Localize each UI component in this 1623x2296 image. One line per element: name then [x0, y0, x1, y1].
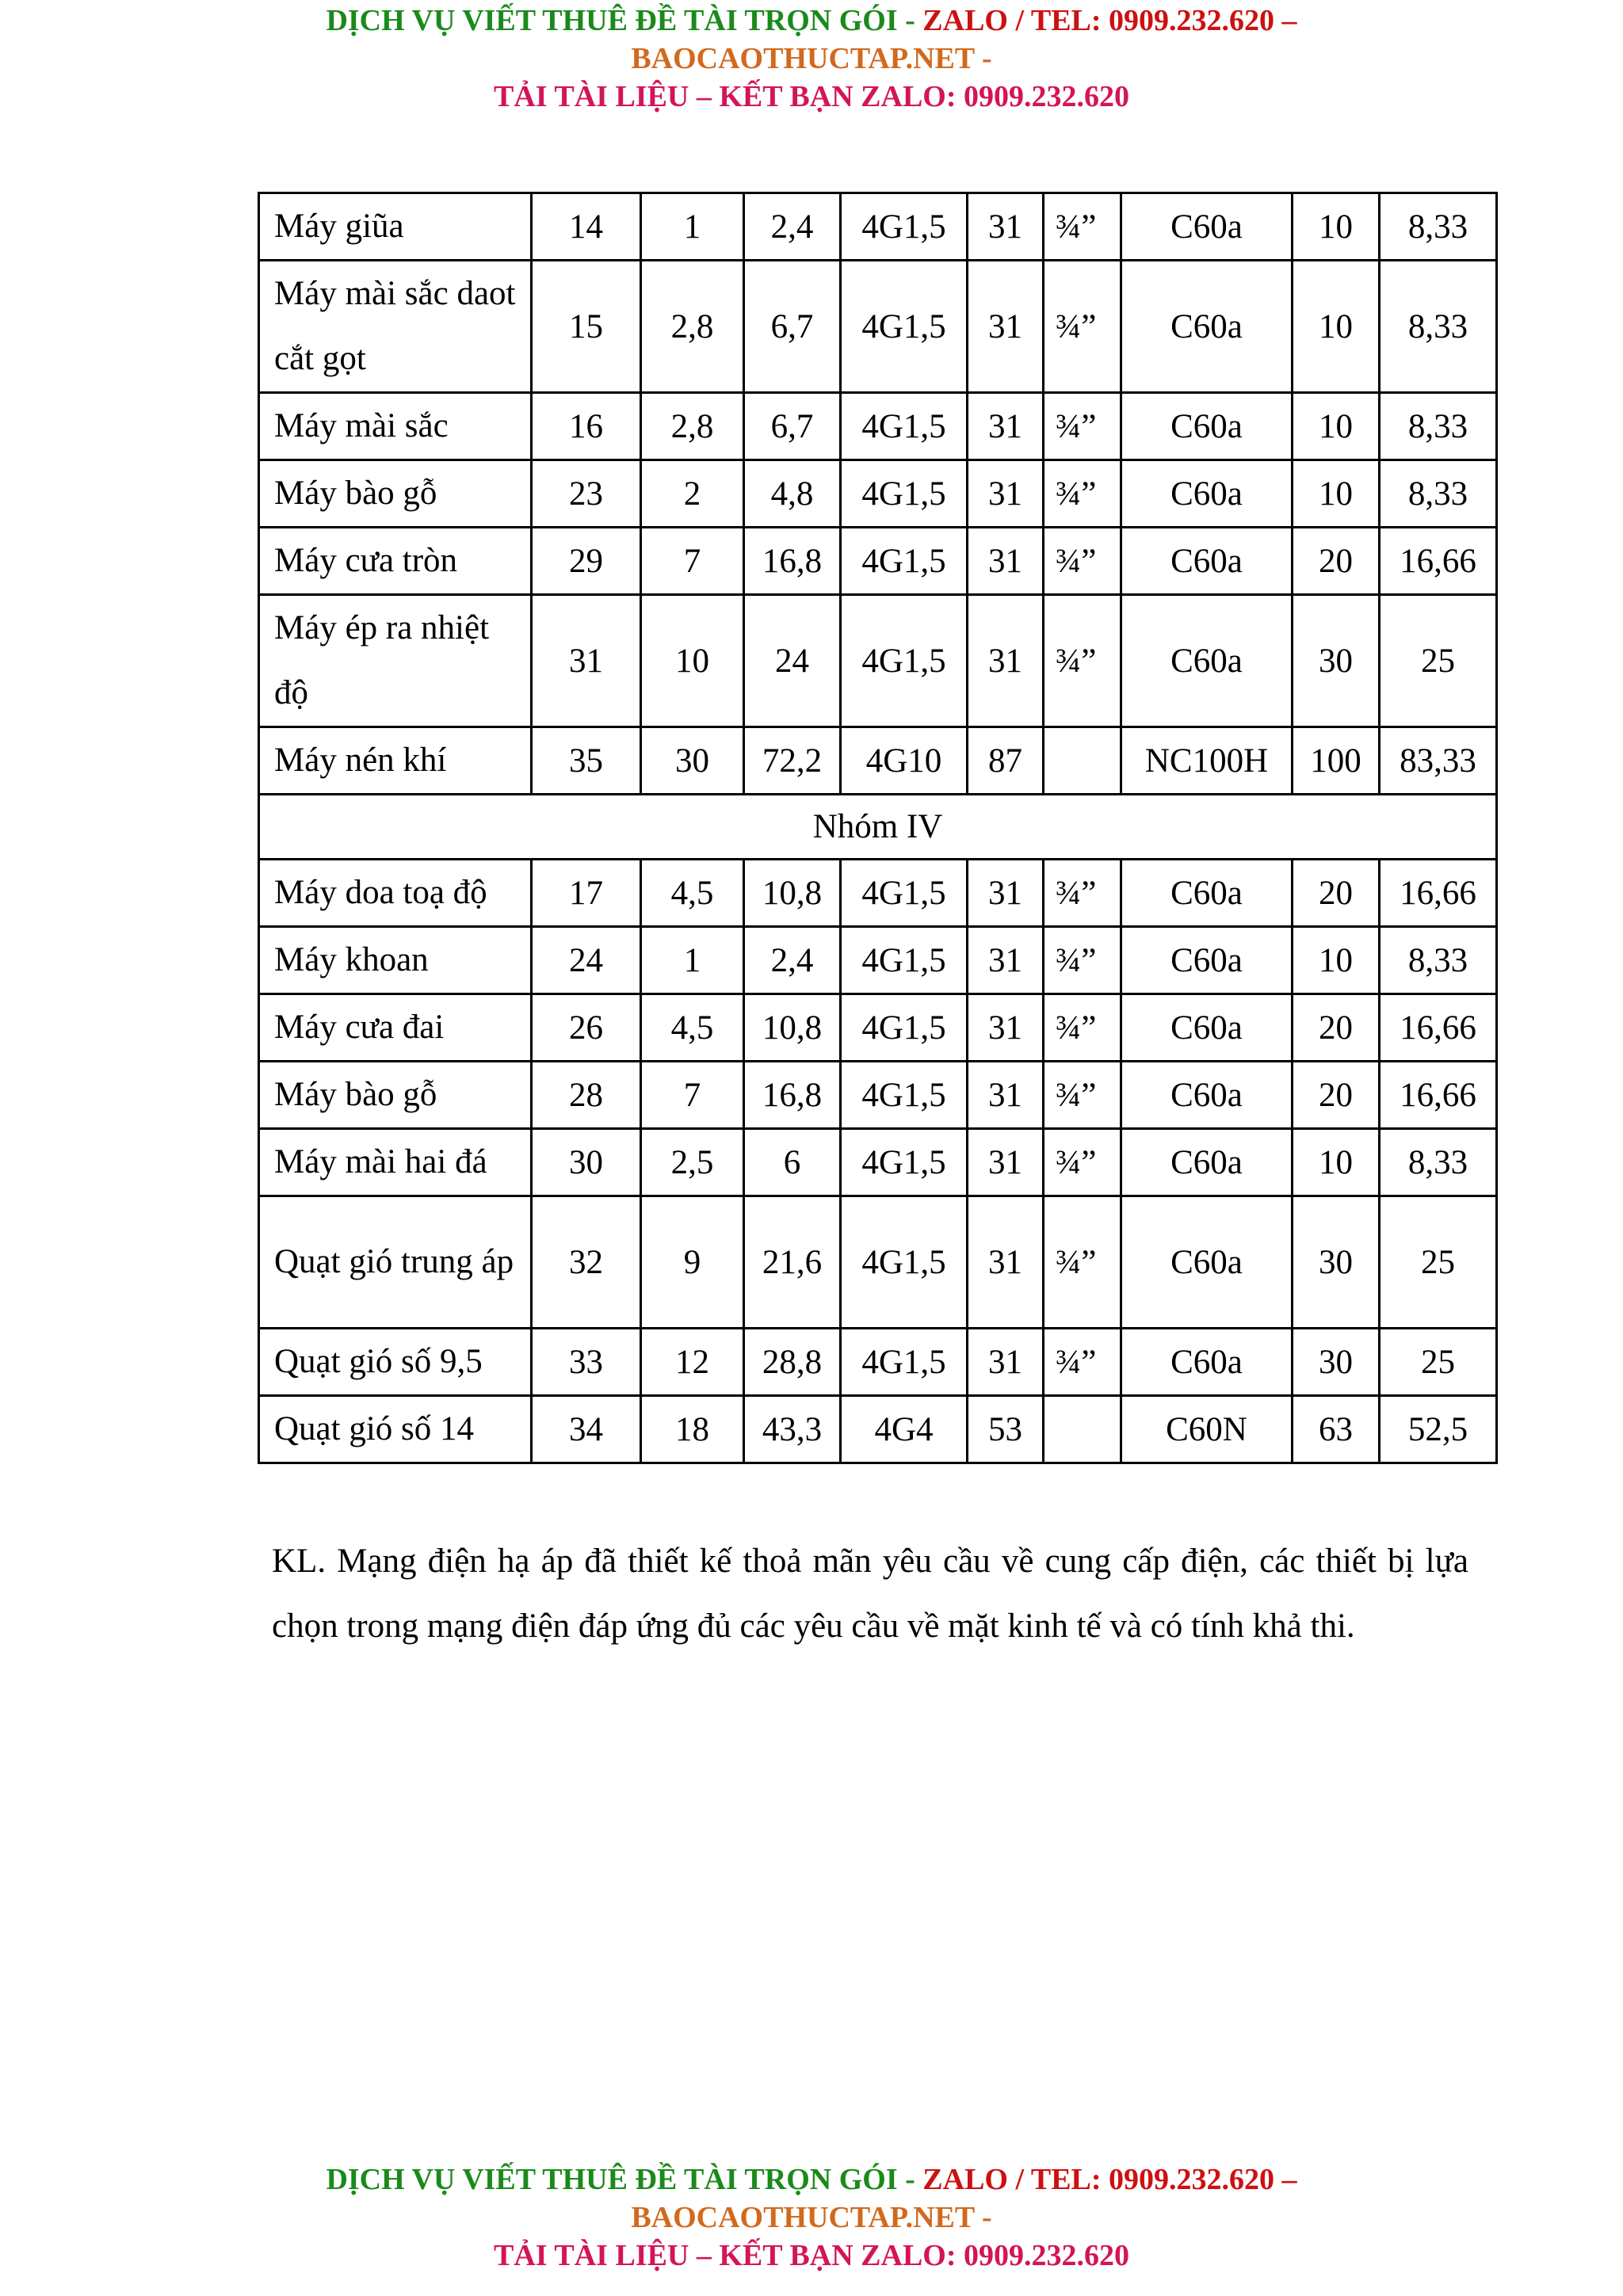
table-row [259, 727, 1497, 795]
allowable-current-cell: 31 [968, 1329, 1044, 1396]
conduit-size-cell: ¾” [1044, 1329, 1121, 1396]
breaker-rating-cell: 20 [1293, 994, 1380, 1062]
trip-current-cell: 8,33 [1380, 193, 1497, 261]
allowable-current-cell: 31 [968, 595, 1044, 727]
device-name-cell: Máy doa toạ độ [259, 860, 532, 927]
device-name-cell: Quạt gió số 9,5 [259, 1329, 532, 1396]
device-name-cell: Máy mài hai đá [259, 1129, 532, 1196]
breaker-rating-cell: 20 [1293, 1062, 1380, 1129]
current-cell: 72,2 [744, 727, 841, 795]
breaker-model-cell: C60a [1121, 1062, 1293, 1129]
cable-cell: 4G1,5 [841, 261, 968, 393]
power-cell: 2,5 [641, 1129, 744, 1196]
trip-current-cell: 8,33 [1380, 460, 1497, 528]
conduit-size-cell: ¾” [1044, 193, 1121, 261]
power-cell: 7 [641, 1062, 744, 1129]
allowable-current-cell: 31 [968, 193, 1044, 261]
breaker-model-cell: C60a [1121, 860, 1293, 927]
footer-banner [0, 2161, 1623, 2275]
trip-current-cell: 16,66 [1380, 1062, 1497, 1129]
breaker-model-cell: C60a [1121, 1196, 1293, 1329]
breaker-model-cell: C60a [1121, 261, 1293, 393]
conduit-size-cell: ¾” [1044, 860, 1121, 927]
cable-cell: 4G1,5 [841, 1062, 968, 1129]
conduit-size-cell: ¾” [1044, 1062, 1121, 1129]
device-name-cell: Máy mài sắc daot cắt gọt [259, 261, 532, 393]
allowable-current-cell: 31 [968, 1129, 1044, 1196]
allowable-current-cell: 87 [968, 727, 1044, 795]
current-cell: 4,8 [744, 460, 841, 528]
power-cell: 18 [641, 1396, 744, 1463]
device-number-cell: 26 [532, 994, 641, 1062]
current-cell: 2,4 [744, 193, 841, 261]
trip-current-cell: 16,66 [1380, 528, 1497, 595]
breaker-rating-cell: 30 [1293, 1329, 1380, 1396]
device-number-cell: 32 [532, 1196, 641, 1329]
table-row [259, 1062, 1497, 1129]
allowable-current-cell: 31 [968, 460, 1044, 528]
device-number-cell: 29 [532, 528, 641, 595]
breaker-model-cell: C60a [1121, 193, 1293, 261]
trip-current-cell: 25 [1380, 1196, 1497, 1329]
current-cell: 43,3 [744, 1396, 841, 1463]
power-cell: 30 [641, 727, 744, 795]
breaker-rating-cell: 10 [1293, 393, 1380, 460]
conduit-size-cell: ¾” [1044, 460, 1121, 528]
cable-cell: 4G1,5 [841, 193, 968, 261]
table-group-row [259, 795, 1497, 860]
banner-site-text: BAOCAOTHUCTAP.NET - [631, 2201, 992, 2234]
allowable-current-cell: 31 [968, 393, 1044, 460]
header-banner [0, 2, 1623, 116]
power-cell: 2,8 [641, 393, 744, 460]
allowable-current-cell: 31 [968, 1196, 1044, 1329]
banner-contact-text: ZALO / TEL: 0909.232.620 – [922, 2163, 1297, 2196]
trip-current-cell: 8,33 [1380, 1129, 1497, 1196]
power-cell: 1 [641, 193, 744, 261]
allowable-current-cell: 31 [968, 994, 1044, 1062]
allowable-current-cell: 53 [968, 1396, 1044, 1463]
power-cell: 12 [641, 1329, 744, 1396]
allowable-current-cell: 31 [968, 860, 1044, 927]
table-row [259, 860, 1497, 927]
breaker-rating-cell: 10 [1293, 927, 1380, 994]
breaker-model-cell: C60a [1121, 595, 1293, 727]
device-name-cell: Máy nén khí [259, 727, 532, 795]
cable-cell: 4G1,5 [841, 860, 968, 927]
conduit-size-cell [1044, 727, 1121, 795]
conduit-size-cell: ¾” [1044, 595, 1121, 727]
banner-line-1 [0, 2, 1623, 40]
device-name-cell: Quạt gió trung áp [259, 1196, 532, 1329]
breaker-model-cell: C60a [1121, 528, 1293, 595]
current-cell: 2,4 [744, 927, 841, 994]
current-cell: 6,7 [744, 393, 841, 460]
cable-cell: 4G1,5 [841, 460, 968, 528]
breaker-rating-cell: 10 [1293, 193, 1380, 261]
device-name-cell: Máy mài sắc [259, 393, 532, 460]
allowable-current-cell: 31 [968, 528, 1044, 595]
banner-download-text: TẢI TÀI LIỆU – KẾT BẠN ZALO: 0909.232.620 [493, 80, 1130, 113]
banner-line-1 [0, 2161, 1623, 2199]
device-number-cell: 15 [532, 261, 641, 393]
allowable-current-cell: 31 [968, 927, 1044, 994]
breaker-rating-cell: 10 [1293, 261, 1380, 393]
conduit-size-cell: ¾” [1044, 528, 1121, 595]
device-number-cell: 28 [532, 1062, 641, 1129]
breaker-model-cell: C60a [1121, 460, 1293, 528]
cable-cell: 4G4 [841, 1396, 968, 1463]
breaker-rating-cell: 10 [1293, 460, 1380, 528]
breaker-model-cell: C60a [1121, 393, 1293, 460]
trip-current-cell: 16,66 [1380, 994, 1497, 1062]
device-number-cell: 14 [532, 193, 641, 261]
current-cell: 28,8 [744, 1329, 841, 1396]
banner-site-text: BAOCAOTHUCTAP.NET - [631, 42, 992, 75]
power-cell: 2 [641, 460, 744, 528]
banner-service-text: DỊCH VỤ VIẾT THUÊ ĐỀ TÀI TRỌN GÓI - [326, 2163, 923, 2196]
cable-cell: 4G1,5 [841, 595, 968, 727]
breaker-rating-cell: 20 [1293, 528, 1380, 595]
current-cell: 16,8 [744, 528, 841, 595]
cable-cell: 4G1,5 [841, 994, 968, 1062]
breaker-model-cell: C60a [1121, 994, 1293, 1062]
breaker-model-cell: NC100H [1121, 727, 1293, 795]
cable-cell: 4G1,5 [841, 1196, 968, 1329]
breaker-model-cell: C60a [1121, 927, 1293, 994]
breaker-rating-cell: 63 [1293, 1396, 1380, 1463]
breaker-rating-cell: 100 [1293, 727, 1380, 795]
trip-current-cell: 83,33 [1380, 727, 1497, 795]
current-cell: 24 [744, 595, 841, 727]
current-cell: 10,8 [744, 860, 841, 927]
cable-cell: 4G10 [841, 727, 968, 795]
breaker-model-cell: C60a [1121, 1129, 1293, 1196]
allowable-current-cell: 31 [968, 1062, 1044, 1129]
group-label-cell: Nhóm IV [259, 795, 1497, 860]
power-cell: 4,5 [641, 994, 744, 1062]
device-name-cell: Máy cưa đai [259, 994, 532, 1062]
device-number-cell: 23 [532, 460, 641, 528]
power-cell: 10 [641, 595, 744, 727]
table-body-lower [259, 860, 1497, 1463]
device-name-cell: Máy cưa tròn [259, 528, 532, 595]
device-number-cell: 31 [532, 595, 641, 727]
device-number-cell: 24 [532, 927, 641, 994]
device-number-cell: 35 [532, 727, 641, 795]
table-row [259, 460, 1497, 528]
trip-current-cell: 8,33 [1380, 261, 1497, 393]
device-name-cell: Máy bào gỗ [259, 460, 532, 528]
conduit-size-cell [1044, 1396, 1121, 1463]
breaker-model-cell: C60N [1121, 1396, 1293, 1463]
current-cell: 6,7 [744, 261, 841, 393]
table-body-upper [259, 193, 1497, 795]
allowable-current-cell: 31 [968, 261, 1044, 393]
cable-cell: 4G1,5 [841, 393, 968, 460]
current-cell: 6 [744, 1129, 841, 1196]
current-cell: 16,8 [744, 1062, 841, 1129]
current-cell: 10,8 [744, 994, 841, 1062]
power-cell: 2,8 [641, 261, 744, 393]
breaker-rating-cell: 20 [1293, 860, 1380, 927]
current-cell: 21,6 [744, 1196, 841, 1329]
breaker-rating-cell: 10 [1293, 1129, 1380, 1196]
equipment-table [258, 192, 1498, 1464]
conduit-size-cell: ¾” [1044, 1129, 1121, 1196]
device-name-cell: Máy ép ra nhiệt độ [259, 595, 532, 727]
device-name-cell: Máy giũa [259, 193, 532, 261]
breaker-rating-cell: 30 [1293, 595, 1380, 727]
table-row [259, 994, 1497, 1062]
cable-cell: 4G1,5 [841, 528, 968, 595]
trip-current-cell: 16,66 [1380, 860, 1497, 927]
conclusion-paragraph: KL. Mạng điện hạ áp đã thiết kế thoả mãn yêu cầu về cung cấp điện, các thiết bị lựa chọn trong mạng điện đáp ứng đủ các yêu cầu về mặt kinh tế và có tính khả thi. [272, 1543, 1468, 1645]
conduit-size-cell: ¾” [1044, 393, 1121, 460]
table-row [259, 927, 1497, 994]
table-row [259, 261, 1497, 393]
device-number-cell: 33 [532, 1329, 641, 1396]
conduit-size-cell: ¾” [1044, 1196, 1121, 1329]
device-name-cell: Máy khoan [259, 927, 532, 994]
table-row [259, 1329, 1497, 1396]
conduit-size-cell: ¾” [1044, 261, 1121, 393]
table-row [259, 1196, 1497, 1329]
banner-service-text: DỊCH VỤ VIẾT THUÊ ĐỀ TÀI TRỌN GÓI - [326, 4, 923, 37]
cable-cell: 4G1,5 [841, 927, 968, 994]
table-row [259, 528, 1497, 595]
device-number-cell: 17 [532, 860, 641, 927]
power-cell: 1 [641, 927, 744, 994]
device-number-cell: 30 [532, 1129, 641, 1196]
trip-current-cell: 25 [1380, 1329, 1497, 1396]
table-row [259, 1396, 1497, 1463]
breaker-model-cell: C60a [1121, 1329, 1293, 1396]
device-name-cell: Máy bào gỗ [259, 1062, 532, 1129]
device-name-cell: Quạt gió số 14 [259, 1396, 532, 1463]
power-cell: 9 [641, 1196, 744, 1329]
table-row [259, 193, 1497, 261]
table-row [259, 1129, 1497, 1196]
power-cell: 7 [641, 528, 744, 595]
trip-current-cell: 25 [1380, 595, 1497, 727]
banner-contact-text: ZALO / TEL: 0909.232.620 – [922, 4, 1297, 37]
cable-cell: 4G1,5 [841, 1129, 968, 1196]
conduit-size-cell: ¾” [1044, 927, 1121, 994]
device-number-cell: 16 [532, 393, 641, 460]
banner-download-text: TẢI TÀI LIỆU – KẾT BẠN ZALO: 0909.232.620 [493, 2239, 1130, 2272]
breaker-rating-cell: 30 [1293, 1196, 1380, 1329]
cable-cell: 4G1,5 [841, 1329, 968, 1396]
trip-current-cell: 52,5 [1380, 1396, 1497, 1463]
device-number-cell: 34 [532, 1396, 641, 1463]
trip-current-cell: 8,33 [1380, 927, 1497, 994]
table-row [259, 595, 1497, 727]
trip-current-cell: 8,33 [1380, 393, 1497, 460]
power-cell: 4,5 [641, 860, 744, 927]
table-row [259, 393, 1497, 460]
conduit-size-cell: ¾” [1044, 994, 1121, 1062]
